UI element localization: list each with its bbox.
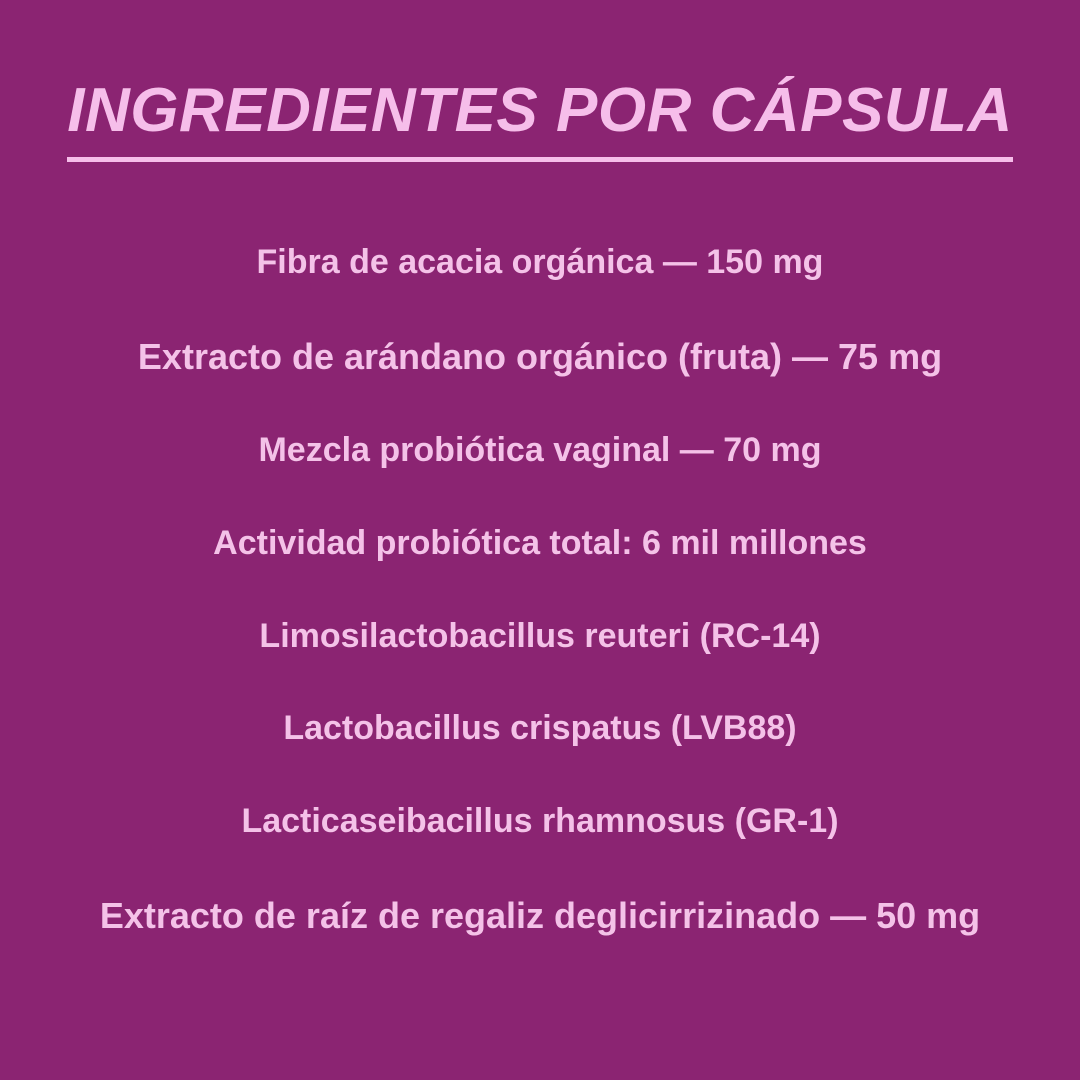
list-item: Extracto de raíz de regaliz deglicirrizinado — 50 mg xyxy=(99,895,981,937)
list-item: Limosilactobacillus reuteri (RC-14) xyxy=(259,616,821,655)
list-item: Mezcla probiótica vaginal — 70 mg xyxy=(258,431,822,470)
page-title: INGREDIENTES POR CÁPSULA xyxy=(67,78,1013,162)
list-item: Lactobacillus crispatus (LVB88) xyxy=(283,709,797,748)
list-item: Fibra de acacia orgánica — 150 mg xyxy=(256,243,824,282)
list-item: Lacticaseibacillus rhamnosus (GR-1) xyxy=(241,802,839,841)
list-item: Extracto de arándano orgánico (fruta) — 75 mg xyxy=(137,335,943,377)
list-item: Actividad probiótica total: 6 mil millones xyxy=(213,523,867,562)
ingredients-list xyxy=(30,216,1050,963)
